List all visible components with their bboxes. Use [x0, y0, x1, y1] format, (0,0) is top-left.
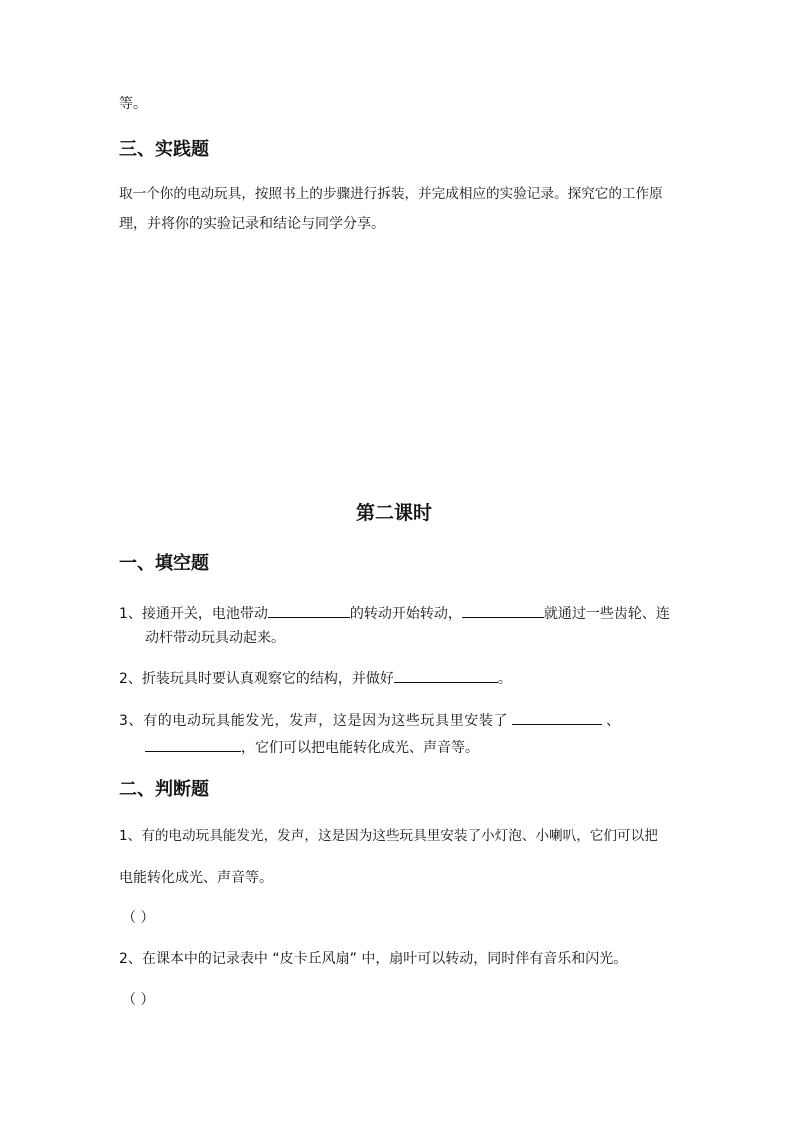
practice-paragraph-line1: 取一个你的电动玩具，按照书上的步骤进行拆装，并完成相应的实验记录。探究它的工作原: [119, 186, 663, 202]
judge-question-1-line2: 电能转化成光、声音等。: [119, 870, 273, 886]
answer-blank: [462, 603, 544, 618]
fill-question-2: [119, 668, 512, 689]
fill-q3-text-line2: ，它们可以把电能转化成光、声音等。: [241, 740, 479, 756]
answer-parentheses: （ ）: [122, 910, 155, 926]
fill-q2-text-b: 。: [497, 671, 512, 687]
fill-q3-text-a: 3、有的电动玩具能发光，发声，这是因为这些玩具里安装了: [119, 713, 509, 729]
answer-blank: [145, 737, 241, 752]
page-title: 第二课时: [356, 502, 433, 524]
judge-question-2: 2、在课本中的记录表中 “皮卡丘风扇” 中，扇叶可以转动，同时伴有音乐和闪光。: [119, 951, 628, 967]
section-heading-true-false: 二、判断题: [119, 779, 209, 800]
fill-question-3-line2: [145, 737, 479, 758]
section-heading-fill-blank: 一、填空题: [119, 553, 209, 574]
practice-paragraph-line2: 理，并将你的实验记录和结论与同学分享。: [119, 216, 385, 232]
fill-q1-text-b: 的转动开始转动，: [349, 606, 462, 622]
fill-q1-text-a: 1、接通开关，电池带动: [119, 606, 268, 622]
previous-text-tail: 等。: [119, 96, 147, 112]
fill-q1-text-c: 就通过一些齿轮、连: [543, 606, 670, 622]
answer-blank: [268, 603, 350, 618]
judge-question-1-line1: 1、有的电动玩具能发光，发声，这是因为这些玩具里安装了小灯泡、小喇叭，它们可以把: [119, 828, 658, 844]
answer-parentheses: （ ）: [122, 992, 155, 1008]
fill-question-1-line1: [119, 603, 670, 624]
answer-blank: [512, 710, 602, 725]
fill-question-3-line1: [119, 710, 621, 731]
fill-q3-text-b: 、: [606, 713, 621, 729]
answer-blank: [394, 668, 498, 683]
fill-q2-text-a: 2、折装玩具时要认真观察它的结构，并做好: [119, 671, 394, 687]
fill-question-1-line2: 动杆带动玩具动起来。: [145, 630, 285, 646]
section-heading-practice: 三、实践题: [119, 139, 209, 160]
